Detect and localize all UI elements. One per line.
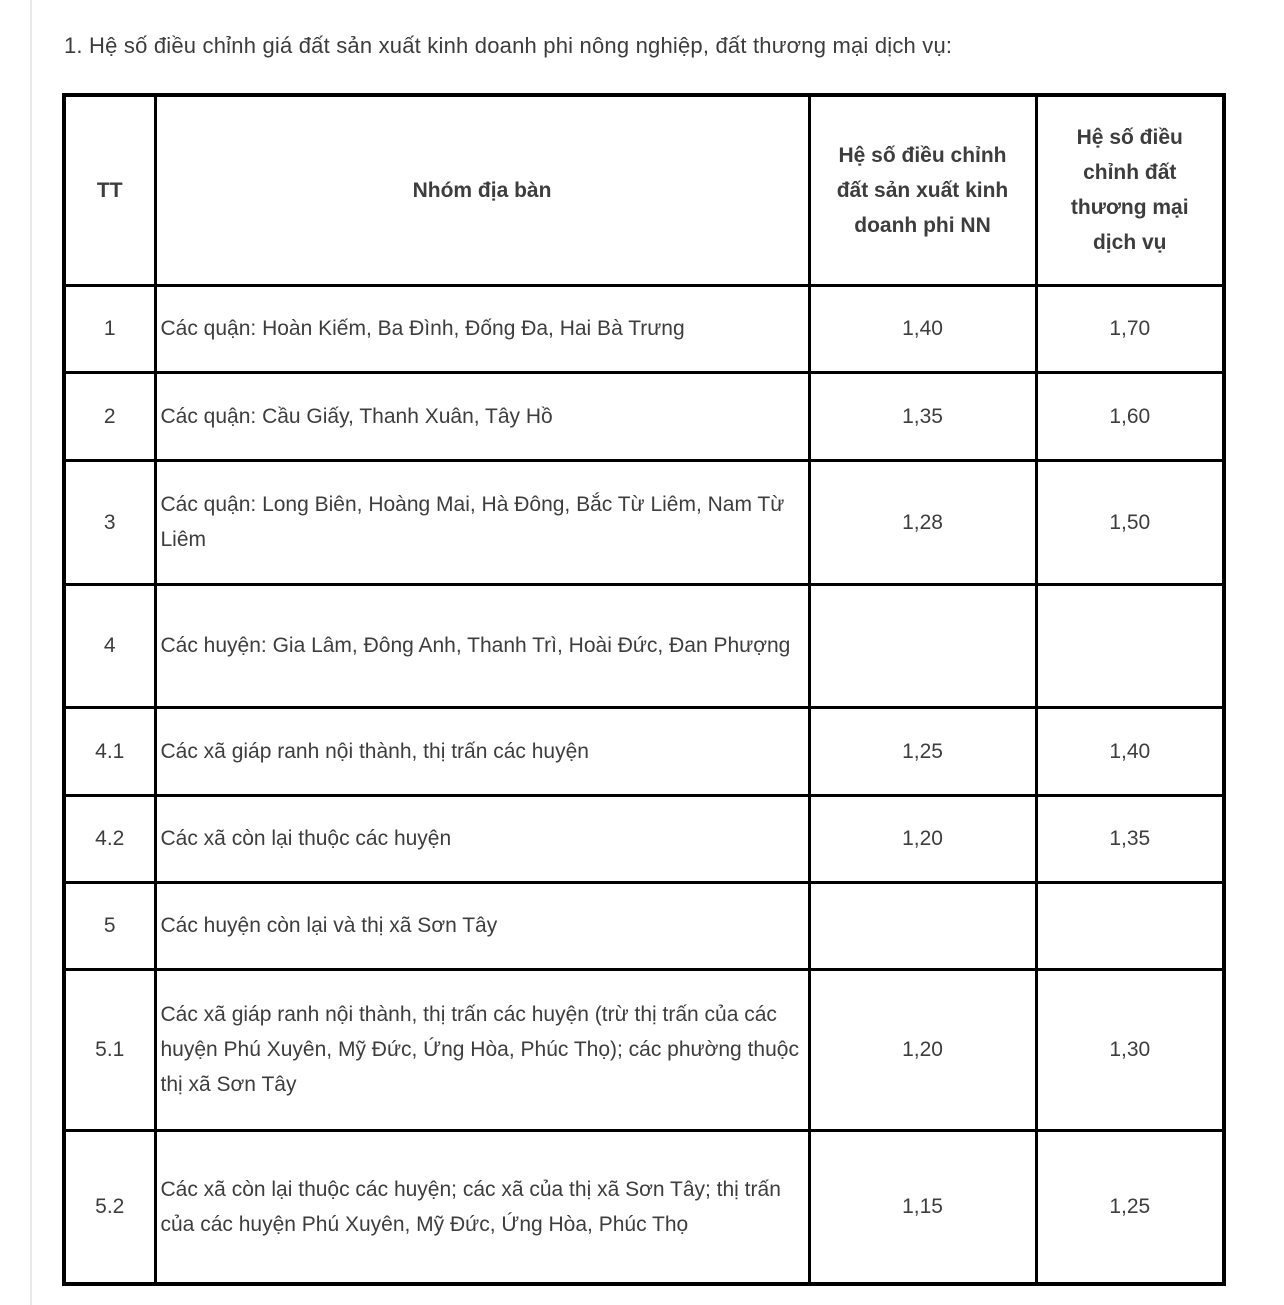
cell-tt: 4 xyxy=(64,584,155,707)
cell-coef-business xyxy=(809,882,1036,969)
cell-coef-business: 1,20 xyxy=(809,969,1036,1130)
table-row xyxy=(64,584,1224,707)
cell-coef-business: 1,15 xyxy=(809,1130,1036,1284)
cell-coef-commerce: 1,25 xyxy=(1036,1130,1224,1284)
cell-area: Các huyện: Gia Lâm, Đông Anh, Thanh Trì, Hoài Đức, Đan Phượng xyxy=(155,584,809,707)
header-tt: TT xyxy=(64,95,155,285)
table-row xyxy=(64,460,1224,584)
cell-area: Các xã giáp ranh nội thành, thị trấn các huyện xyxy=(155,707,809,795)
header-area: Nhóm địa bàn xyxy=(155,95,809,285)
cell-coef-commerce xyxy=(1036,584,1224,707)
table-header-row xyxy=(64,95,1224,285)
cell-coef-commerce: 1,30 xyxy=(1036,969,1224,1130)
cell-coef-commerce: 1,70 xyxy=(1036,285,1224,372)
table-row xyxy=(64,1130,1224,1284)
cell-area: Các quận: Hoàn Kiếm, Ba Đình, Đống Đa, Hai Bà Trưng xyxy=(155,285,809,372)
cell-coef-commerce: 1,50 xyxy=(1036,460,1224,584)
cell-coef-business xyxy=(809,584,1036,707)
cell-tt: 5.1 xyxy=(64,969,155,1130)
header-coef-business: Hệ số điều chỉnh đất sản xuất kinh doanh phi NN xyxy=(809,95,1036,285)
cell-coef-commerce: 1,35 xyxy=(1036,795,1224,882)
cell-coef-commerce xyxy=(1036,882,1224,969)
cell-area: Các xã còn lại thuộc các huyện; các xã của thị xã Sơn Tây; thị trấn của các huyện Phú Xuyên, Mỹ Đức, Ứng Hòa, Phúc Thọ xyxy=(155,1130,809,1284)
table-row xyxy=(64,285,1224,372)
cell-area: Các huyện còn lại và thị xã Sơn Tây xyxy=(155,882,809,969)
table-row xyxy=(64,882,1224,969)
cell-area: Các xã giáp ranh nội thành, thị trấn các huyện (trừ thị trấn của các huyện Phú Xuyên, Mỹ Đức, Ứng Hòa, Phúc Thọ); các phường thuộc thị xã Sơn Tây xyxy=(155,969,809,1130)
header-coef-commerce: Hệ số điều chỉnh đất thương mại dịch vụ xyxy=(1036,95,1224,285)
table-row xyxy=(64,969,1224,1130)
cell-coef-business: 1,40 xyxy=(809,285,1036,372)
cell-coef-commerce: 1,60 xyxy=(1036,372,1224,460)
cell-coef-business: 1,25 xyxy=(809,707,1036,795)
cell-tt: 5 xyxy=(64,882,155,969)
cell-coef-commerce: 1,40 xyxy=(1036,707,1224,795)
table-row xyxy=(64,372,1224,460)
cell-coef-business: 1,28 xyxy=(809,460,1036,584)
table-row xyxy=(64,707,1224,795)
cell-tt: 4.1 xyxy=(64,707,155,795)
cell-area: Các quận: Cầu Giấy, Thanh Xuân, Tây Hồ xyxy=(155,372,809,460)
cell-tt: 3 xyxy=(64,460,155,584)
cell-tt: 5.2 xyxy=(64,1130,155,1284)
cell-tt: 1 xyxy=(64,285,155,372)
cell-coef-business: 1,20 xyxy=(809,795,1036,882)
cell-coef-business: 1,35 xyxy=(809,372,1036,460)
section-title: 1. Hệ số điều chỉnh giá đất sản xuất kinh doanh phi nông nghiệp, đất thương mại dịch vụ: xyxy=(64,33,953,58)
table-row xyxy=(64,795,1224,882)
cell-area: Các quận: Long Biên, Hoàng Mai, Hà Đông, Bắc Từ Liêm, Nam Từ Liêm xyxy=(155,460,809,584)
cell-area: Các xã còn lại thuộc các huyện xyxy=(155,795,809,882)
page-edge-divider xyxy=(30,0,32,1305)
cell-tt: 4.2 xyxy=(64,795,155,882)
cell-tt: 2 xyxy=(64,372,155,460)
coefficient-table xyxy=(62,93,1226,1286)
